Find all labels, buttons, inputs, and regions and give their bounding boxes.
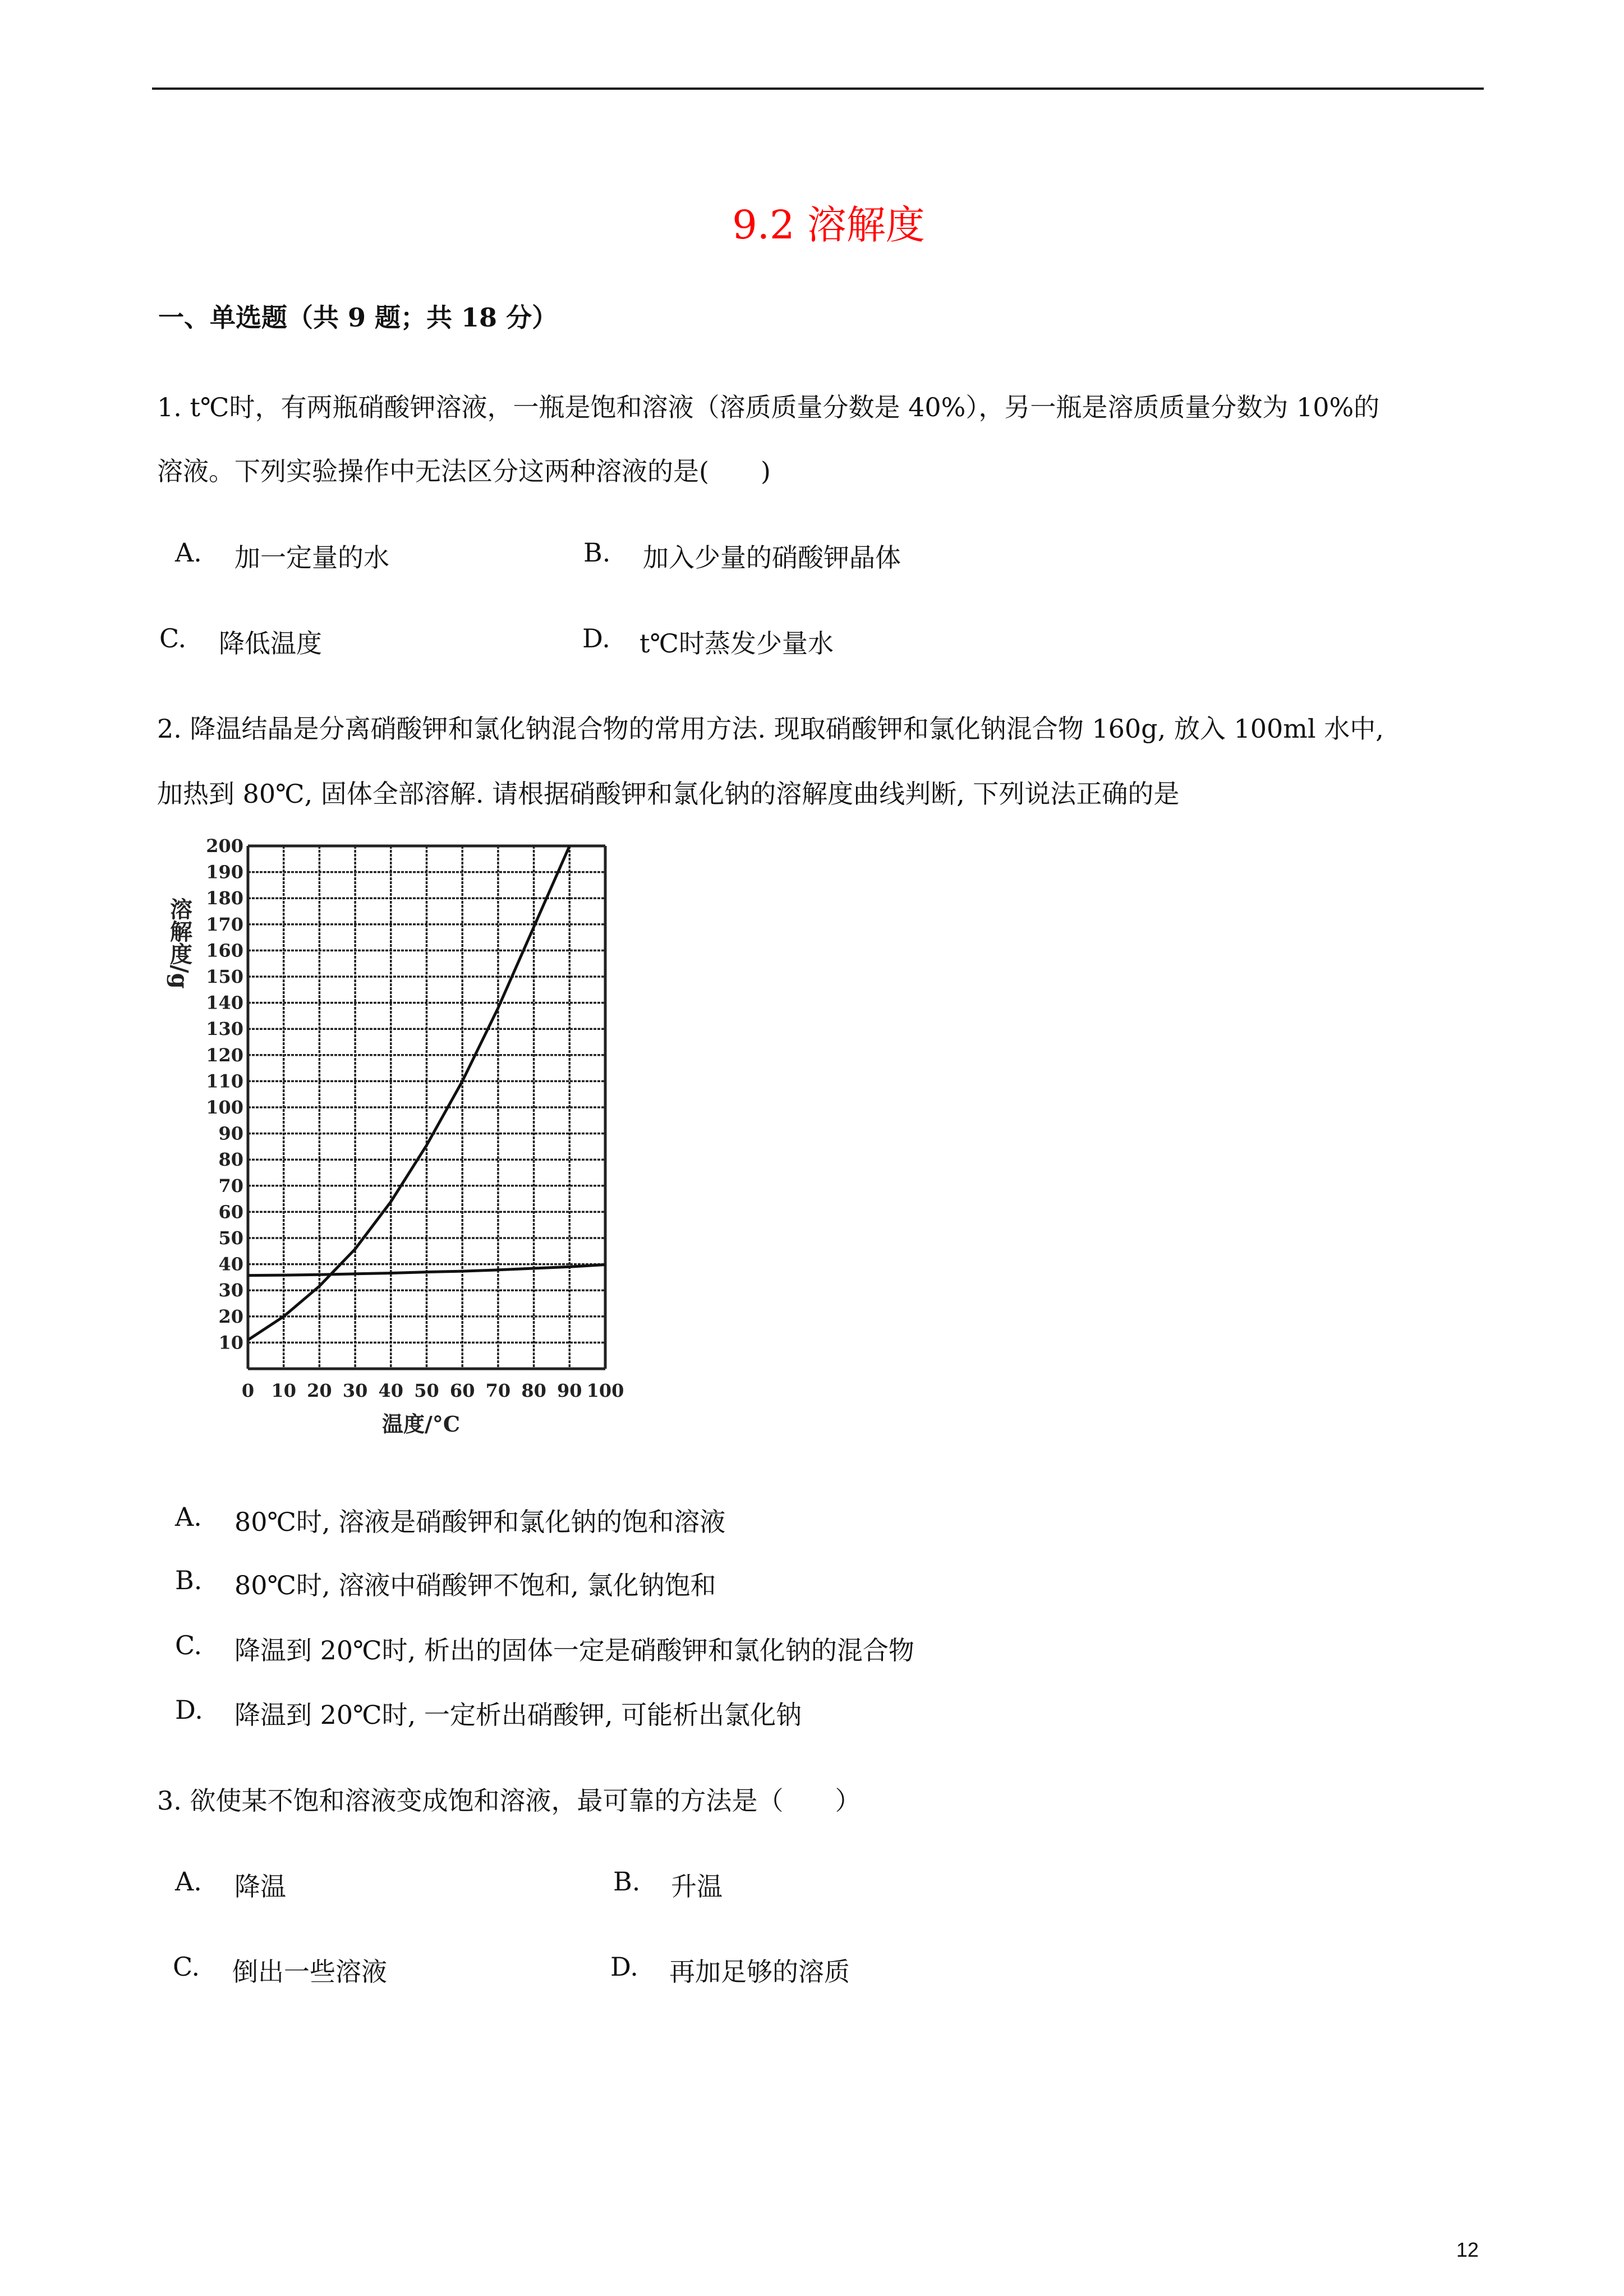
q3-line1: 3. 欲使某不饱和溶液变成饱和溶液，最可靠的方法是（ ） [157, 1786, 861, 1816]
y-tick-label: 140 [206, 992, 243, 1014]
q2-line1: 2. 降温结晶是分离硝酸钾和氯化钠混合物的常用方法. 现取硝酸钾和氯化钠混合物 160g, 放入 100ml 水中, [157, 714, 1384, 744]
q1-line2: 溶液。下列实验操作中无法区分这两种溶液的是( ) [157, 456, 771, 486]
q1-line1: 1. t℃时，有两瓶硝酸钾溶液，一瓶是饱和溶液（溶质质量分数是 40%），另一瓶是溶质质量分数为 10%的 [157, 392, 1380, 422]
x-tick-label: 0 [241, 1380, 255, 1401]
q1-option-b-letter[interactable]: B. [583, 537, 611, 568]
q3-option-d-letter[interactable]: D. [610, 1952, 638, 1982]
page-number: 12 [1456, 2238, 1479, 2261]
q3-option-a-text[interactable]: 降温 [234, 1871, 286, 1902]
x-tick-label: 10 [271, 1380, 296, 1401]
q2-option-b-text[interactable]: 80℃时, 溶液中硝酸钾不饱和, 氯化钠饱和 [234, 1570, 716, 1600]
y-tick-label: 200 [206, 835, 243, 857]
q2-option-a-text[interactable]: 80℃时, 溶液是硝酸钾和氯化钠的饱和溶液 [234, 1507, 726, 1537]
q1-option-d-letter[interactable]: D. [582, 623, 610, 654]
y-axis-label: 溶解度/g [166, 898, 193, 989]
x-tick-label: 80 [521, 1380, 546, 1401]
y-tick-label: 120 [206, 1044, 243, 1066]
y-tick-label: 80 [218, 1149, 243, 1171]
q2-option-b-letter[interactable]: B. [175, 1565, 203, 1595]
x-tick-label: 90 [557, 1380, 582, 1401]
y-tick-label: 150 [206, 966, 243, 987]
y-tick-label: 190 [206, 861, 243, 883]
y-tick-label: 30 [218, 1280, 243, 1301]
y-tick-label: 160 [206, 940, 243, 961]
q3-option-c-text[interactable]: 倒出一些溶液 [232, 1957, 387, 1987]
q1-option-a-text[interactable]: 加一定量的水 [234, 542, 389, 573]
q2-option-c-letter[interactable]: C. [175, 1630, 203, 1660]
solubility-chart [163, 830, 645, 1453]
q3-option-d-text[interactable]: 再加足够的溶质 [669, 1957, 850, 1987]
x-tick-label: 50 [414, 1380, 439, 1401]
y-tick-label: 20 [218, 1305, 243, 1327]
q2-option-c-text[interactable]: 降温到 20℃时, 析出的固体一定是硝酸钾和氯化钠的混合物 [234, 1635, 914, 1665]
q1-option-a-letter[interactable]: A. [175, 537, 202, 568]
y-tick-label: 50 [218, 1227, 243, 1249]
y-tick-label: 180 [206, 887, 243, 909]
q2-option-d-letter[interactable]: D. [175, 1695, 203, 1725]
page-title: 9.2 溶解度 [732, 202, 925, 248]
y-tick-label: 10 [218, 1332, 243, 1354]
q3-option-b-letter[interactable]: B. [613, 1866, 641, 1897]
x-axis-label: 温度/°C [381, 1411, 461, 1437]
y-tick-label: 130 [206, 1018, 243, 1040]
x-tick-label: 40 [378, 1380, 404, 1401]
q2-option-a-letter[interactable]: A. [175, 1502, 202, 1532]
q3-option-a-letter[interactable]: A. [175, 1866, 202, 1897]
header-rule [152, 88, 1484, 90]
q1-option-d-text[interactable]: t℃时蒸发少量水 [640, 628, 834, 659]
series-line-kno3 [248, 846, 569, 1340]
y-tick-label: 110 [206, 1070, 243, 1092]
y-tick-label: 90 [218, 1122, 243, 1144]
q1-option-c-letter[interactable]: C. [159, 623, 187, 654]
y-tick-label: 170 [206, 913, 243, 935]
q1-option-b-text[interactable]: 加入少量的硝酸钾晶体 [643, 542, 901, 573]
x-tick-label: 30 [342, 1380, 368, 1401]
y-tick-label: 40 [218, 1253, 243, 1275]
x-tick-label: 20 [307, 1380, 332, 1401]
y-tick-label: 60 [218, 1201, 243, 1223]
x-tick-label: 100 [586, 1380, 624, 1401]
x-tick-label: 70 [485, 1380, 511, 1401]
q2-line2: 加热到 80℃, 固体全部溶解. 请根据硝酸钾和氯化钠的溶解度曲线判断, 下列说法正确的是 [157, 779, 1180, 809]
y-tick-label: 70 [218, 1175, 243, 1197]
q3-option-b-text[interactable]: 升温 [671, 1871, 723, 1902]
q1-option-c-text[interactable]: 降低温度 [219, 628, 322, 659]
q2-option-d-text[interactable]: 降温到 20℃时, 一定析出硝酸钾, 可能析出氯化钠 [234, 1700, 802, 1730]
section-heading: 一、单选题（共 9 题；共 18 分） [158, 302, 558, 333]
y-tick-label: 100 [206, 1097, 243, 1118]
x-tick-label: 60 [449, 1380, 475, 1401]
q3-option-c-letter[interactable]: C. [173, 1952, 200, 1982]
